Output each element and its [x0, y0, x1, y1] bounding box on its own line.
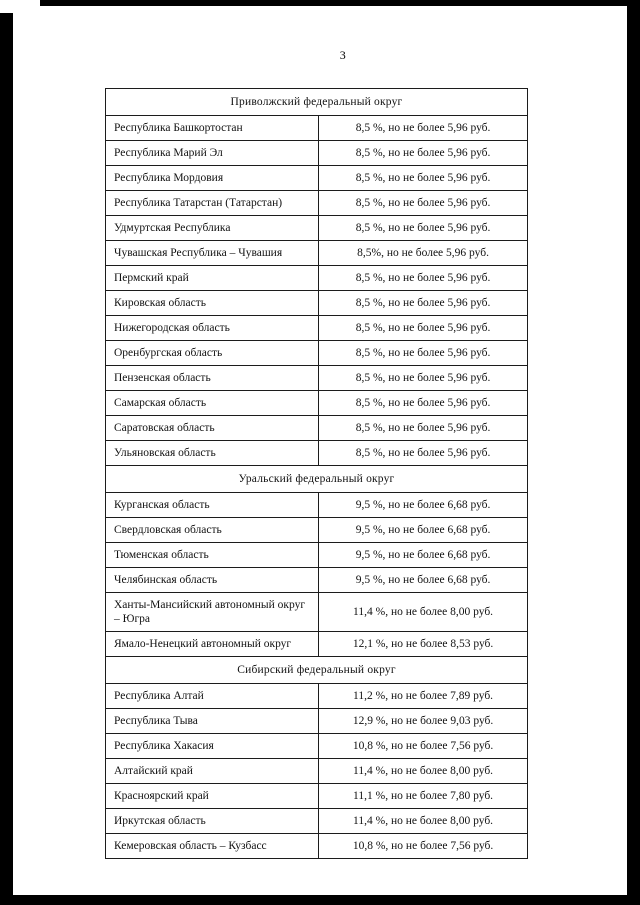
rate-cell: 10,8 %, но не более 7,56 руб.	[319, 834, 528, 859]
table-row	[106, 141, 528, 166]
table-row	[106, 291, 528, 316]
rate-cell: 11,4 %, но не более 8,00 руб.	[319, 809, 528, 834]
region-cell: Ямало-Ненецкий автономный округ	[106, 632, 319, 657]
table-row	[106, 784, 528, 809]
rate-cell: 8,5 %, но не более 5,96 руб.	[319, 441, 528, 466]
table-row	[106, 341, 528, 366]
region-cell: Кировская область	[106, 291, 319, 316]
table-row	[106, 632, 528, 657]
rate-cell: 9,5 %, но не более 6,68 руб.	[319, 543, 528, 568]
region-cell: Курганская область	[106, 493, 319, 518]
region-cell: Нижегородская область	[106, 316, 319, 341]
table-row	[106, 809, 528, 834]
table-row	[106, 366, 528, 391]
rate-cell: 11,4 %, но не более 8,00 руб.	[319, 593, 528, 632]
section-header-row	[106, 89, 528, 116]
region-cell: Республика Алтай	[106, 684, 319, 709]
document-page	[13, 6, 627, 895]
region-cell: Республика Мордовия	[106, 166, 319, 191]
rate-cell: 12,9 %, но не более 9,03 руб.	[319, 709, 528, 734]
region-cell: Тюменская область	[106, 543, 319, 568]
region-cell: Чувашская Республика – Чувашия	[106, 241, 319, 266]
region-cell: Республика Хакасия	[106, 734, 319, 759]
table-row	[106, 734, 528, 759]
region-cell: Саратовская область	[106, 416, 319, 441]
rate-cell: 12,1 %, но не более 8,53 руб.	[319, 632, 528, 657]
table-row	[106, 593, 528, 632]
table-row	[106, 266, 528, 291]
table-row	[106, 391, 528, 416]
table-row	[106, 543, 528, 568]
section-header-row	[106, 466, 528, 493]
section-header-row	[106, 657, 528, 684]
region-cell: Республика Татарстан (Татарстан)	[106, 191, 319, 216]
region-cell: Удмуртская Республика	[106, 216, 319, 241]
section-title: Приволжский федеральный округ	[106, 89, 528, 116]
rate-cell: 10,8 %, но не более 7,56 руб.	[319, 734, 528, 759]
rate-cell: 8,5%, но не более 5,96 руб.	[319, 241, 528, 266]
region-cell: Республика Тыва	[106, 709, 319, 734]
table-row	[106, 316, 528, 341]
table-row	[106, 241, 528, 266]
table-row	[106, 684, 528, 709]
region-cell: Ульяновская область	[106, 441, 319, 466]
region-cell: Самарская область	[106, 391, 319, 416]
rate-cell: 8,5 %, но не более 5,96 руб.	[319, 266, 528, 291]
region-cell: Пермский край	[106, 266, 319, 291]
rate-cell: 8,5 %, но не более 5,96 руб.	[319, 291, 528, 316]
table-row	[106, 493, 528, 518]
region-cell: Кемеровская область – Кузбасс	[106, 834, 319, 859]
rate-cell: 8,5 %, но не более 5,96 руб.	[319, 216, 528, 241]
rate-cell: 8,5 %, но не более 5,96 руб.	[319, 391, 528, 416]
table-row	[106, 166, 528, 191]
rate-cell: 8,5 %, но не более 5,96 руб.	[319, 191, 528, 216]
region-cell: Оренбургская область	[106, 341, 319, 366]
section-title: Уральский федеральный округ	[106, 466, 528, 493]
table-row	[106, 834, 528, 859]
region-cell: Иркутская область	[106, 809, 319, 834]
region-cell: Челябинская область	[106, 568, 319, 593]
rates-table-body	[106, 89, 528, 859]
region-cell: Пензенская область	[106, 366, 319, 391]
section-title: Сибирский федеральный округ	[106, 657, 528, 684]
rates-table	[105, 88, 528, 859]
region-cell: Красноярский край	[106, 784, 319, 809]
table-row	[106, 709, 528, 734]
table-row	[106, 416, 528, 441]
table-row	[106, 518, 528, 543]
region-cell: Алтайский край	[106, 759, 319, 784]
rate-cell: 8,5 %, но не более 5,96 руб.	[319, 166, 528, 191]
region-cell: Ханты-Мансийский автономный округ – Югра	[106, 593, 319, 632]
rate-cell: 9,5 %, но не более 6,68 руб.	[319, 518, 528, 543]
rate-cell: 8,5 %, но не более 5,96 руб.	[319, 341, 528, 366]
rate-cell: 8,5 %, но не более 5,96 руб.	[319, 416, 528, 441]
rate-cell: 11,4 %, но не более 8,00 руб.	[319, 759, 528, 784]
rate-cell: 9,5 %, но не более 6,68 руб.	[319, 493, 528, 518]
rate-cell: 8,5 %, но не более 5,96 руб.	[319, 116, 528, 141]
rate-cell: 9,5 %, но не более 6,68 руб.	[319, 568, 528, 593]
table-row	[106, 568, 528, 593]
page-number: 3	[339, 48, 347, 62]
table-row	[106, 759, 528, 784]
rate-cell: 11,1 %, но не более 7,80 руб.	[319, 784, 528, 809]
region-cell: Свердловская область	[106, 518, 319, 543]
region-cell: Республика Марий Эл	[106, 141, 319, 166]
rate-cell: 8,5 %, но не более 5,96 руб.	[319, 141, 528, 166]
rate-cell: 11,2 %, но не более 7,89 руб.	[319, 684, 528, 709]
region-cell: Республика Башкортостан	[106, 116, 319, 141]
table-row	[106, 191, 528, 216]
rate-cell: 8,5 %, но не более 5,96 руб.	[319, 366, 528, 391]
rate-cell: 8,5 %, но не более 5,96 руб.	[319, 316, 528, 341]
table-row	[106, 441, 528, 466]
table-row	[106, 216, 528, 241]
table-row	[106, 116, 528, 141]
